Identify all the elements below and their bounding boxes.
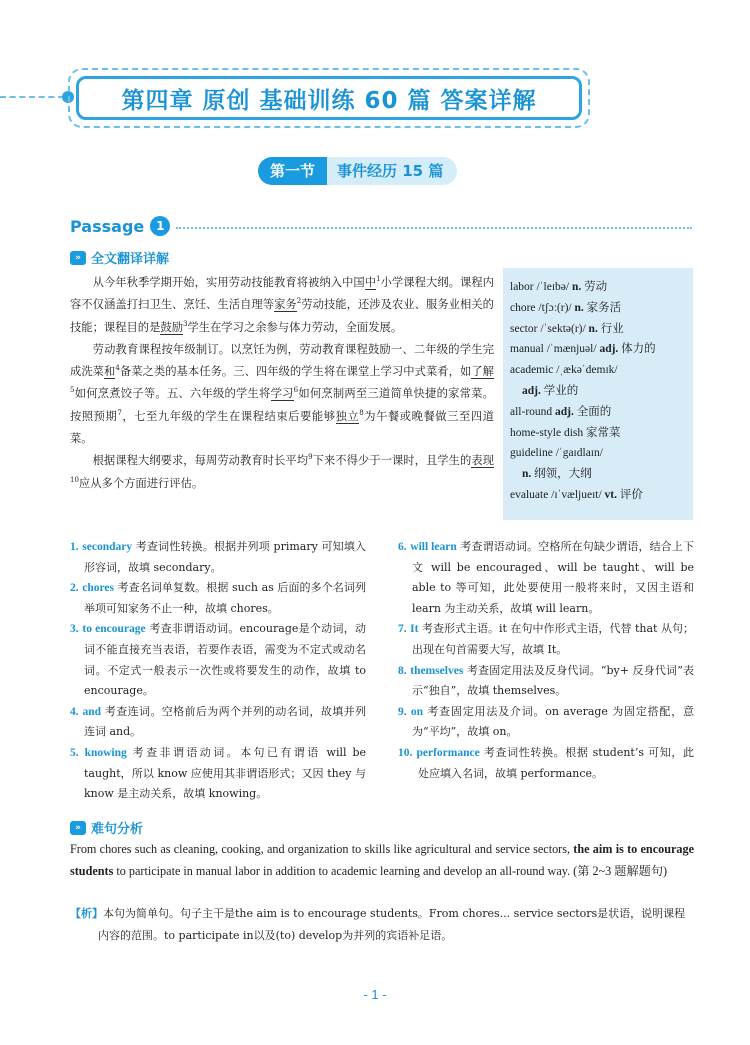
page-number: - 1 - [363, 987, 387, 1002]
chapter-banner [68, 68, 590, 128]
translation-paragraph-1: 从今年秋季学期开始，实用劳动技能教育将被纳入中国中$^1$小学课程大纲。课程内容不仅涵盖打扫卫生、烹饪、生活自理等家务$^2$劳动技能，还涉及农业、服务业相关的技能；课程目的是鼓励$^3$学生在学习之余参与体力劳动，全面发展。 [70, 275, 494, 334]
analysis-tag: 【析】 [70, 907, 103, 920]
chapter-connector-line [0, 96, 64, 98]
vocab-item: n. 纲领，大纲 [522, 468, 592, 481]
answers-left-column [70, 537, 366, 805]
chapter-title: 第四章 原创 基础训练 60 篇 答案详解 [121, 87, 537, 114]
vocab-item: academic /ˌækəˈdemɪk/ [510, 364, 618, 377]
answer-item: 3. to encourage 考查非谓语动词。encourage是个动词，动词不能直接充当表语，若要作表语，需变为不定式或动名词。不定式一般表示一次性或将要发生的动作，故填 to encourage。 [70, 622, 366, 698]
answer-item: 9. on 考查固定用法及介词。on average 为固定搭配，意为“平均”，故填 on。 [398, 704, 694, 739]
answer-item: 7. It 考查形式主语。it 在句中作形式主语，代替 that 从句；出现在句首需要大写，故填 It。 [398, 622, 694, 656]
chevron-right-icon: » [70, 821, 86, 835]
vocab-item: sector /ˈsektə(r)/ n. 行业 [510, 322, 624, 335]
section-name: 事件经历 15 篇 [327, 157, 457, 185]
analysis-text: 本句为简单句。句子主干是the aim is to encourage students。From chores... service sectors是状语，说明课程内容的范围。to participate in以及(to) develop为并列的宾语补足语。 [98, 907, 686, 942]
answer-item: 5. knowing 考查非谓语动词。本句已有谓语 will be taught，所以 know 应使用其非谓语形式；又因 they 与 know 是主动关系，故填 knowing。 [70, 745, 367, 801]
passage-header [70, 215, 692, 237]
answer-item: 2. chores 考查名词单复数。根据 such as 后面的多个名词列举项可知家务不止一种，故填 chores。 [70, 581, 366, 615]
vocab-item: chore /tʃɔː(r)/ n. 家务活 [510, 301, 622, 314]
chevron-right-icon: » [70, 251, 86, 265]
vocab-item: guideline /ˈgaɪdlaɪn/ [510, 447, 603, 460]
sentence-analysis [70, 903, 694, 946]
translation-paragraph-2: 劳动教育课程按年级制订。以烹饪为例，劳动教育课程鼓励一、二年级的学生完成洗菜和$^4$备菜之类的基本任务。三、四年级的学生将在课堂上学习中式菜肴，如了解$^5$如何烹煮饺子等。五、六年级的学生将学习$^6$如何烹制两至三道简单快捷的家常菜。按照预期$^7$，七至九年级的学生在课程结束后要能够独立$^8$为午餐或晚餐做三至四道菜。 [70, 342, 494, 446]
section-tag [258, 157, 457, 185]
vocab-item: labor /ˈleɪbə/ n. 劳动 [510, 281, 608, 293]
answer-item: 1. secondary 考查词性转换。根据并列项 primary 可知填入形容词，故填 secondary。 [70, 540, 366, 574]
answer-item: 8. themselves 考查固定用法及反身代词。“by+ 反身代词”表示“独自”，故填 themselves。 [398, 663, 694, 698]
translation-text [70, 272, 494, 495]
passage-number-badge: 1 [150, 216, 170, 236]
answer-item: 4. and 考查连词。空格前后为两个并列的动名词，故填并列连词 and。 [70, 704, 367, 739]
section-number: 第一节 [258, 157, 327, 185]
answers-right-column [398, 537, 694, 784]
vocab-item: all-round adj. 全面的 [510, 405, 612, 418]
difficult-sentence: From chores such as cleaning, cooking, and organization to skills like agricultural and service sectors, the aim is to encourage students to participate in manual labor in addition to academic learning and develop an all-round way. (第 2~3 题解题句) [70, 842, 694, 878]
vocab-item: adj. 学业的 [522, 384, 579, 397]
difficult-sentence-heading [70, 818, 143, 837]
translation-heading-text: 全文翻译详解 [91, 252, 170, 267]
vocab-item: home-style dish 家常菜 [510, 426, 621, 439]
vocab-item: manual /ˈmænjuəl/ adj. 体力的 [510, 343, 656, 356]
passage-label: Passage [70, 216, 145, 236]
answer-item: 10. performance 考查词性转换。根据 student’s 可知，此处应填入名词，故填 performance。 [398, 745, 694, 780]
vocabulary-box [503, 268, 693, 520]
translation-heading [70, 248, 169, 267]
difficult-heading-text: 难句分析 [91, 822, 144, 837]
translation-paragraph-3: 根据课程大纲要求，每周劳动教育时长平均$^9$下来不得少于一课时，且学生的表现$^{10}$应从多个方面进行评估。 [70, 453, 494, 490]
passage-divider [176, 227, 692, 229]
vocab-item: evaluate /ɪˈvæljueɪt/ vt. 评价 [510, 488, 643, 501]
answer-item: 6. will learn 考查谓语动词。空格所在句缺少谓语，结合上下文 will be encouraged、will be taught、will be able to 等可知，此处要使用一般将来时，又因主语和 learn 为主动关系，故填 will learn。 [398, 540, 694, 615]
